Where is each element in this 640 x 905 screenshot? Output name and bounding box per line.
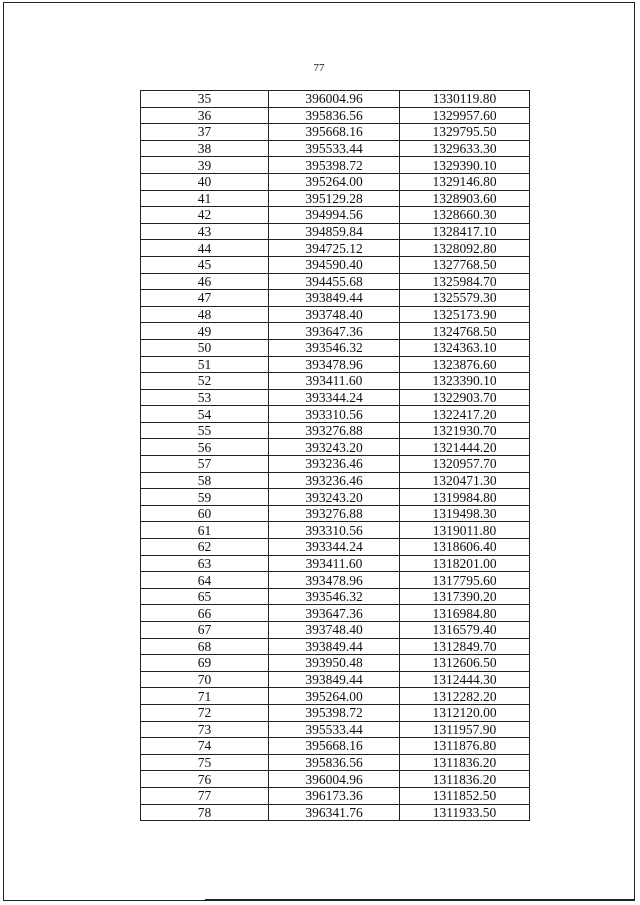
table-row — [141, 223, 530, 240]
x-coordinate-cell: 393478.96 — [269, 356, 400, 373]
y-coordinate-cell: 1323390.10 — [400, 373, 530, 390]
x-coordinate-cell: 396173.36 — [269, 787, 400, 804]
table-row — [141, 140, 530, 157]
y-coordinate-cell: 1328660.30 — [400, 207, 530, 224]
y-coordinate-cell: 1320471.30 — [400, 472, 530, 489]
x-coordinate-cell: 395668.16 — [269, 738, 400, 755]
y-coordinate-cell: 1325984.70 — [400, 273, 530, 290]
table-row — [141, 489, 530, 506]
y-coordinate-cell: 1311852.50 — [400, 787, 530, 804]
point-number-cell: 72 — [141, 704, 269, 721]
point-number-cell: 76 — [141, 771, 269, 788]
point-number-cell: 61 — [141, 522, 269, 539]
point-number-cell: 52 — [141, 373, 269, 390]
x-coordinate-cell: 393236.46 — [269, 472, 400, 489]
y-coordinate-cell: 1319011.80 — [400, 522, 530, 539]
table-row — [141, 124, 530, 141]
table-row — [141, 439, 530, 456]
x-coordinate-cell: 394455.68 — [269, 273, 400, 290]
point-number-cell: 75 — [141, 754, 269, 771]
x-coordinate-cell: 396004.96 — [269, 771, 400, 788]
point-number-cell: 65 — [141, 588, 269, 605]
x-coordinate-cell: 393849.44 — [269, 638, 400, 655]
table-row — [141, 273, 530, 290]
table-row — [141, 754, 530, 771]
x-coordinate-cell: 393310.56 — [269, 406, 400, 423]
point-number-cell: 77 — [141, 787, 269, 804]
point-number-cell: 45 — [141, 256, 269, 273]
table-row — [141, 190, 530, 207]
table-row — [141, 638, 530, 655]
y-coordinate-cell: 1317795.60 — [400, 572, 530, 589]
y-coordinate-cell: 1321930.70 — [400, 422, 530, 439]
x-coordinate-cell: 393849.44 — [269, 671, 400, 688]
x-coordinate-cell: 396004.96 — [269, 91, 400, 108]
point-number-cell: 74 — [141, 738, 269, 755]
y-coordinate-cell: 1324768.50 — [400, 323, 530, 340]
y-coordinate-cell: 1329957.60 — [400, 107, 530, 124]
y-coordinate-cell: 1311933.50 — [400, 804, 530, 821]
table-row — [141, 323, 530, 340]
bottom-rule — [205, 899, 635, 901]
table-row — [141, 422, 530, 439]
x-coordinate-cell: 394590.40 — [269, 256, 400, 273]
point-number-cell: 49 — [141, 323, 269, 340]
point-number-cell: 58 — [141, 472, 269, 489]
point-number-cell: 68 — [141, 638, 269, 655]
table-row — [141, 688, 530, 705]
point-number-cell: 40 — [141, 173, 269, 190]
x-coordinate-cell: 393310.56 — [269, 522, 400, 539]
y-coordinate-cell: 1319498.30 — [400, 505, 530, 522]
y-coordinate-cell: 1321444.20 — [400, 439, 530, 456]
y-coordinate-cell: 1324363.10 — [400, 339, 530, 356]
table-row — [141, 721, 530, 738]
point-number-cell: 67 — [141, 622, 269, 639]
y-coordinate-cell: 1317390.20 — [400, 588, 530, 605]
point-number-cell: 56 — [141, 439, 269, 456]
table-row — [141, 356, 530, 373]
point-number-cell: 70 — [141, 671, 269, 688]
x-coordinate-cell: 393276.88 — [269, 505, 400, 522]
point-number-cell: 42 — [141, 207, 269, 224]
x-coordinate-cell: 395398.72 — [269, 704, 400, 721]
point-number-cell: 66 — [141, 605, 269, 622]
table-row — [141, 472, 530, 489]
point-number-cell: 64 — [141, 572, 269, 589]
y-coordinate-cell: 1329633.30 — [400, 140, 530, 157]
point-number-cell: 46 — [141, 273, 269, 290]
table-row — [141, 622, 530, 639]
table-row — [141, 588, 530, 605]
table-row — [141, 787, 530, 804]
x-coordinate-cell: 395398.72 — [269, 157, 400, 174]
point-number-cell: 51 — [141, 356, 269, 373]
table-row — [141, 522, 530, 539]
y-coordinate-cell: 1328417.10 — [400, 223, 530, 240]
x-coordinate-cell: 393411.60 — [269, 555, 400, 572]
x-coordinate-cell: 395264.00 — [269, 688, 400, 705]
table-row — [141, 240, 530, 257]
table-row — [141, 539, 530, 556]
point-number-cell: 63 — [141, 555, 269, 572]
point-number-cell: 43 — [141, 223, 269, 240]
y-coordinate-cell: 1318201.00 — [400, 555, 530, 572]
point-number-cell: 35 — [141, 91, 269, 108]
y-coordinate-cell: 1329146.80 — [400, 173, 530, 190]
point-number-cell: 78 — [141, 804, 269, 821]
y-coordinate-cell: 1311836.20 — [400, 771, 530, 788]
x-coordinate-cell: 393478.96 — [269, 572, 400, 589]
y-coordinate-cell: 1318606.40 — [400, 539, 530, 556]
point-number-cell: 62 — [141, 539, 269, 556]
point-number-cell: 57 — [141, 456, 269, 473]
table-row — [141, 306, 530, 323]
point-number-cell: 50 — [141, 339, 269, 356]
table-row — [141, 339, 530, 356]
table-row — [141, 373, 530, 390]
table-row — [141, 738, 530, 755]
point-number-cell: 73 — [141, 721, 269, 738]
point-number-cell: 38 — [141, 140, 269, 157]
y-coordinate-cell: 1312120.00 — [400, 704, 530, 721]
point-number-cell: 44 — [141, 240, 269, 257]
table-row — [141, 389, 530, 406]
x-coordinate-cell: 393546.32 — [269, 588, 400, 605]
table-row — [141, 107, 530, 124]
y-coordinate-cell: 1312282.20 — [400, 688, 530, 705]
x-coordinate-cell: 395533.44 — [269, 140, 400, 157]
point-number-cell: 71 — [141, 688, 269, 705]
x-coordinate-cell: 394994.56 — [269, 207, 400, 224]
y-coordinate-cell: 1320957.70 — [400, 456, 530, 473]
x-coordinate-cell: 393950.48 — [269, 655, 400, 672]
y-coordinate-cell: 1330119.80 — [400, 91, 530, 108]
point-number-cell: 36 — [141, 107, 269, 124]
table-row — [141, 406, 530, 423]
x-coordinate-cell: 395668.16 — [269, 124, 400, 141]
table-row — [141, 505, 530, 522]
x-coordinate-cell: 393236.46 — [269, 456, 400, 473]
table-row — [141, 771, 530, 788]
y-coordinate-cell: 1316984.80 — [400, 605, 530, 622]
x-coordinate-cell: 393647.36 — [269, 323, 400, 340]
table-row — [141, 91, 530, 108]
point-number-cell: 47 — [141, 290, 269, 307]
y-coordinate-cell: 1325579.30 — [400, 290, 530, 307]
point-number-cell: 59 — [141, 489, 269, 506]
point-number-cell: 41 — [141, 190, 269, 207]
x-coordinate-cell: 393546.32 — [269, 339, 400, 356]
coordinates-table-body — [141, 91, 530, 821]
table-row — [141, 555, 530, 572]
table-row — [141, 157, 530, 174]
x-coordinate-cell: 394859.84 — [269, 223, 400, 240]
x-coordinate-cell: 396341.76 — [269, 804, 400, 821]
coordinates-table — [140, 90, 530, 821]
table-row — [141, 655, 530, 672]
y-coordinate-cell: 1329795.50 — [400, 124, 530, 141]
table-row — [141, 290, 530, 307]
point-number-cell: 39 — [141, 157, 269, 174]
document-page — [3, 2, 635, 901]
point-number-cell: 69 — [141, 655, 269, 672]
x-coordinate-cell: 395264.00 — [269, 173, 400, 190]
point-number-cell: 48 — [141, 306, 269, 323]
x-coordinate-cell: 395836.56 — [269, 754, 400, 771]
x-coordinate-cell: 393243.20 — [269, 439, 400, 456]
table-row — [141, 456, 530, 473]
point-number-cell: 54 — [141, 406, 269, 423]
x-coordinate-cell: 394725.12 — [269, 240, 400, 257]
y-coordinate-cell: 1316579.40 — [400, 622, 530, 639]
y-coordinate-cell: 1322903.70 — [400, 389, 530, 406]
point-number-cell: 37 — [141, 124, 269, 141]
table-row — [141, 804, 530, 821]
x-coordinate-cell: 393344.24 — [269, 389, 400, 406]
y-coordinate-cell: 1323876.60 — [400, 356, 530, 373]
point-number-cell: 60 — [141, 505, 269, 522]
table-row — [141, 173, 530, 190]
table-row — [141, 605, 530, 622]
y-coordinate-cell: 1312849.70 — [400, 638, 530, 655]
y-coordinate-cell: 1328903.60 — [400, 190, 530, 207]
table-row — [141, 671, 530, 688]
x-coordinate-cell: 393748.40 — [269, 306, 400, 323]
page-number: 77 — [313, 62, 325, 74]
x-coordinate-cell: 393411.60 — [269, 373, 400, 390]
x-coordinate-cell: 393344.24 — [269, 539, 400, 556]
x-coordinate-cell: 393647.36 — [269, 605, 400, 622]
y-coordinate-cell: 1328092.80 — [400, 240, 530, 257]
x-coordinate-cell: 395836.56 — [269, 107, 400, 124]
x-coordinate-cell: 393849.44 — [269, 290, 400, 307]
table-row — [141, 572, 530, 589]
y-coordinate-cell: 1311836.20 — [400, 754, 530, 771]
x-coordinate-cell: 393748.40 — [269, 622, 400, 639]
y-coordinate-cell: 1327768.50 — [400, 256, 530, 273]
y-coordinate-cell: 1319984.80 — [400, 489, 530, 506]
y-coordinate-cell: 1312444.30 — [400, 671, 530, 688]
x-coordinate-cell: 393276.88 — [269, 422, 400, 439]
x-coordinate-cell: 395129.28 — [269, 190, 400, 207]
x-coordinate-cell: 395533.44 — [269, 721, 400, 738]
y-coordinate-cell: 1329390.10 — [400, 157, 530, 174]
y-coordinate-cell: 1311876.80 — [400, 738, 530, 755]
point-number-cell: 55 — [141, 422, 269, 439]
table-row — [141, 256, 530, 273]
point-number-cell: 53 — [141, 389, 269, 406]
y-coordinate-cell: 1325173.90 — [400, 306, 530, 323]
table-row — [141, 704, 530, 721]
table-row — [141, 207, 530, 224]
x-coordinate-cell: 393243.20 — [269, 489, 400, 506]
y-coordinate-cell: 1312606.50 — [400, 655, 530, 672]
y-coordinate-cell: 1311957.90 — [400, 721, 530, 738]
y-coordinate-cell: 1322417.20 — [400, 406, 530, 423]
